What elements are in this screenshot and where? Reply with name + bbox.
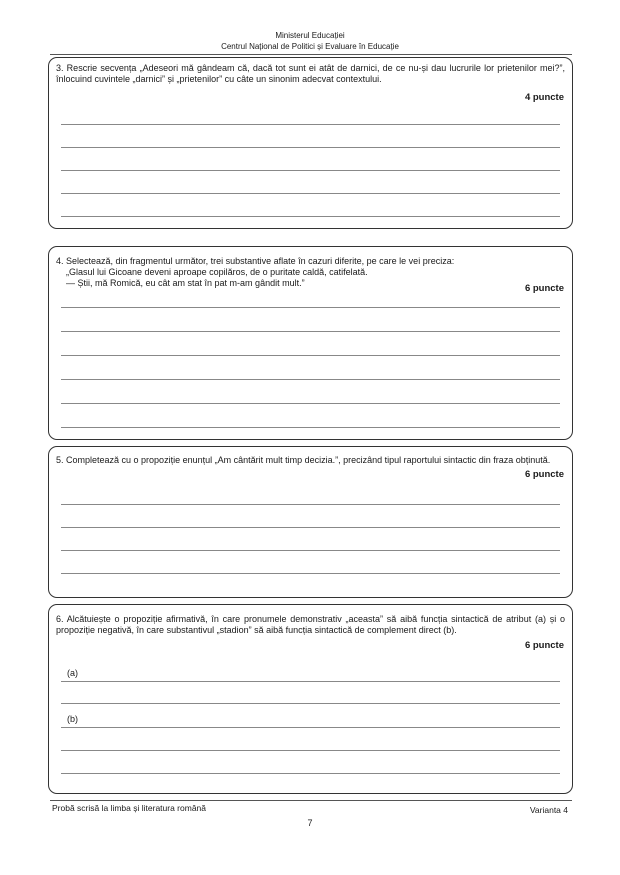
answer-line[interactable] xyxy=(61,773,560,774)
label-a: (a) xyxy=(67,668,78,678)
label-b: (b) xyxy=(67,714,78,724)
page-header xyxy=(0,30,620,52)
answer-line[interactable] xyxy=(61,703,560,704)
question-4-prompt: 4. Selectează, din fragmentul următor, trei substantive aflate în cazuri diferite, pe care le vei preciza: xyxy=(56,256,455,266)
answer-line[interactable] xyxy=(61,504,560,505)
answer-line[interactable] xyxy=(61,750,560,751)
question-5-points: 6 puncte xyxy=(524,469,564,480)
question-6-box xyxy=(48,604,573,794)
question-6-text: 6. Alcătuiește o propoziție afirmativă, în care pronumele demonstrativ „aceasta” să aibă funcția sintactică de atribut (a) și o propoziție negativă, în care substantivul „stadion” să aibă funcția sintactică de complement direct (b). xyxy=(56,614,565,635)
answer-line-a[interactable] xyxy=(61,681,560,682)
question-5-box xyxy=(48,446,573,598)
answer-line[interactable] xyxy=(61,379,560,380)
answer-line[interactable] xyxy=(61,307,560,308)
answer-line[interactable] xyxy=(61,216,560,217)
answer-line-b[interactable] xyxy=(61,727,560,728)
answer-line[interactable] xyxy=(61,403,560,404)
center-name: Centrul Național de Politici și Evaluare în Educație xyxy=(221,42,399,51)
question-6-points: 6 puncte xyxy=(524,640,564,651)
answer-line[interactable] xyxy=(61,193,560,194)
answer-line[interactable] xyxy=(61,550,560,551)
answer-line[interactable] xyxy=(61,427,560,428)
question-3-box xyxy=(48,57,573,229)
question-4-box xyxy=(48,246,573,440)
page-number: 7 xyxy=(307,818,313,828)
question-4-quote-line2: — Știi, mă Romică, eu cât am stat în pat m-am gândit mult.” xyxy=(66,278,305,288)
ministry-name: Ministerul Educației xyxy=(275,31,345,40)
answer-line[interactable] xyxy=(61,170,560,171)
answer-line[interactable] xyxy=(61,147,560,148)
question-4-points: 6 puncte xyxy=(524,283,564,294)
question-4-text xyxy=(56,256,565,289)
question-4-quote-line1: „Glasul lui Gicoane deveni aproape copilăros, de o puritate caldă, catifelată. xyxy=(66,267,368,277)
answer-line[interactable] xyxy=(61,573,560,574)
answer-line[interactable] xyxy=(61,355,560,356)
question-5-text: 5. Completează cu o propoziție enunțul „Am cântărit mult timp decizia.”, precizând tipul raportului sintactic din fraza obținută. xyxy=(56,455,551,465)
answer-line[interactable] xyxy=(61,331,560,332)
exam-name: Probă scrisă la limba și literatura română xyxy=(52,803,207,813)
question-3-points: 4 puncte xyxy=(524,92,564,103)
question-3-text: 3. Rescrie secvența „Adeseori mă gândeam că, dacă tot sunt ei atât de darnici, de ce nu-și dau lucrurile lor prietenilor mei?”, înlocuind cuvintele „darnici” și „prietenilor” cu câte un sinonim adecvat contextului. xyxy=(56,63,565,84)
variant-label: Varianta 4 xyxy=(529,805,568,815)
answer-line[interactable] xyxy=(61,527,560,528)
header-divider xyxy=(50,54,572,55)
footer-divider xyxy=(50,800,572,801)
answer-line[interactable] xyxy=(61,124,560,125)
